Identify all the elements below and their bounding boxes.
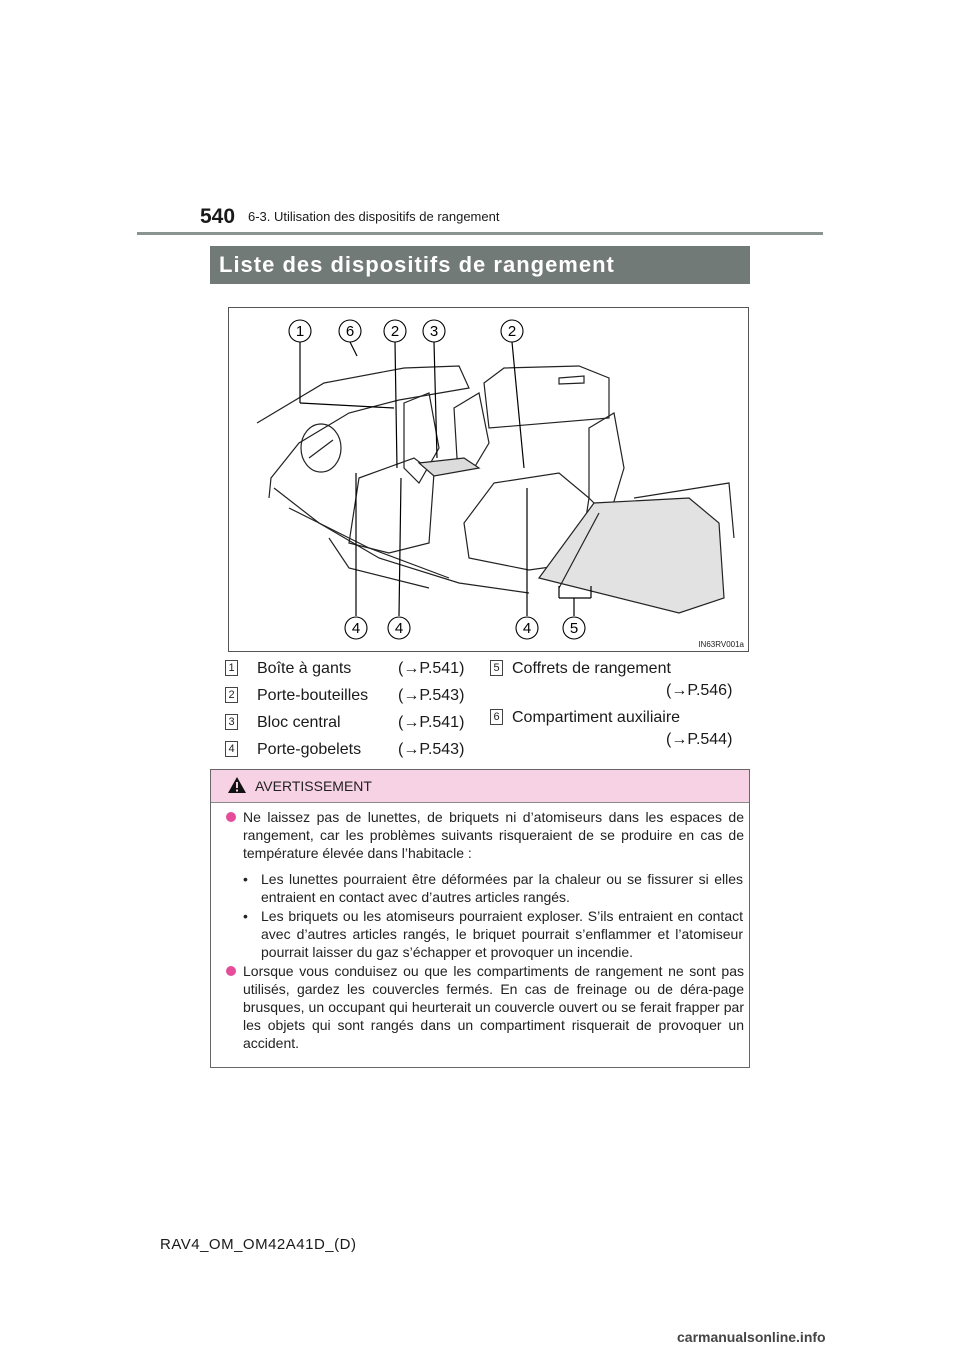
page-number: 540 (200, 205, 236, 228)
warning-box (210, 769, 750, 1068)
legend-page-ref: (→P.544) (666, 731, 733, 748)
watermark: carmanualsonline.info (677, 1329, 826, 1345)
warning-subtext: Les lunettes pourraient être déformées par la chaleur ou se fissurer si elles entraient en contact avec d’autres articles rangés. (261, 871, 743, 905)
warning-title: AVERTISSEMENT (255, 778, 372, 794)
callout-label: 6 (345, 323, 355, 340)
bullet-dot-icon (226, 812, 236, 822)
legend-number: 6 (490, 709, 503, 725)
legend-item (225, 659, 475, 679)
legend-label: Porte-bouteilles (257, 687, 369, 704)
callout-label: 2 (390, 323, 400, 340)
legend-number: 5 (490, 660, 503, 676)
legend-label: Porte-gobelets (257, 741, 362, 758)
callout-label: 4 (522, 620, 532, 637)
legend-number: 1 (225, 660, 238, 676)
figure-code: IN63RV001a (698, 640, 744, 649)
warning-text: Lorsque vous conduisez ou que les compartiments de rangement ne sont pas utilisés, gardez les couvercles fermés. En cas de freinage ou de déra-page brusques, un occupant qui heurterait un couvercle ouvert ou se ferait frapper par les objets qui sont rangés dans un compartiment risquerait de provoquer un accident. (243, 963, 744, 1051)
warning-subitem (243, 907, 743, 961)
legend-number: 4 (225, 741, 238, 757)
callout-label: 2 (507, 323, 517, 340)
callout-label: 1 (295, 323, 305, 340)
legend-item (225, 686, 475, 706)
warning-bullet (226, 808, 744, 862)
warning-subtext: Les briquets ou les atomiseurs pourraient exploser. S’ils entraient en contact avec d’autres articles rangés, le briquet pourrait s’enflammer et l’atomiseur pourrait laisser du gaz s’échapper et provoquer un incendie. (261, 908, 743, 960)
warning-text: Ne laissez pas de lunettes, de briquets ni d’atomiseurs dans les espaces de rangement, car les problèmes suivants risqueraient de se produire en cas de température élevée dans l’habitacle : (243, 809, 744, 861)
sub-bullet-icon: • (243, 871, 248, 887)
header-divider (137, 232, 823, 235)
legend-page-ref: (→P.543) (398, 687, 465, 704)
legend-number: 3 (225, 714, 238, 730)
document-code: RAV4_OM_OM42A41D_(D) (160, 1236, 357, 1253)
legend-label: Boîte à gants (257, 660, 352, 677)
callout-label: 3 (429, 323, 439, 340)
legend-item (490, 659, 740, 701)
callout-label: 5 (569, 620, 579, 637)
bullet-dot-icon (226, 966, 236, 976)
page-title: Liste des dispositifs de rangement (210, 246, 750, 284)
legend-label: Compartiment auxiliaire (512, 709, 681, 726)
legend-label: Bloc central (257, 714, 341, 731)
sub-bullet-icon: • (243, 908, 248, 924)
legend-item (225, 713, 475, 733)
callout-label: 4 (351, 620, 361, 637)
section-header: 6-3. Utilisation des dispositifs de rangement (248, 209, 500, 224)
legend-page-ref: (→P.541) (398, 660, 465, 677)
warning-subitem (243, 870, 743, 906)
warning-header (211, 770, 749, 803)
vehicle-interior-illustration (229, 308, 748, 651)
legend-item (225, 740, 475, 760)
legend-item (490, 708, 740, 750)
legend-page-ref: (→P.546) (666, 682, 733, 699)
callout-label: 4 (394, 620, 404, 637)
legend-label: Coffrets de rangement (512, 660, 671, 677)
warning-triangle-icon (228, 777, 246, 793)
legend-page-ref: (→P.541) (398, 714, 465, 731)
legend-page-ref: (→P.543) (398, 741, 465, 758)
storage-diagram (228, 307, 749, 652)
legend-number: 2 (225, 687, 238, 703)
warning-bullet (226, 962, 744, 1052)
